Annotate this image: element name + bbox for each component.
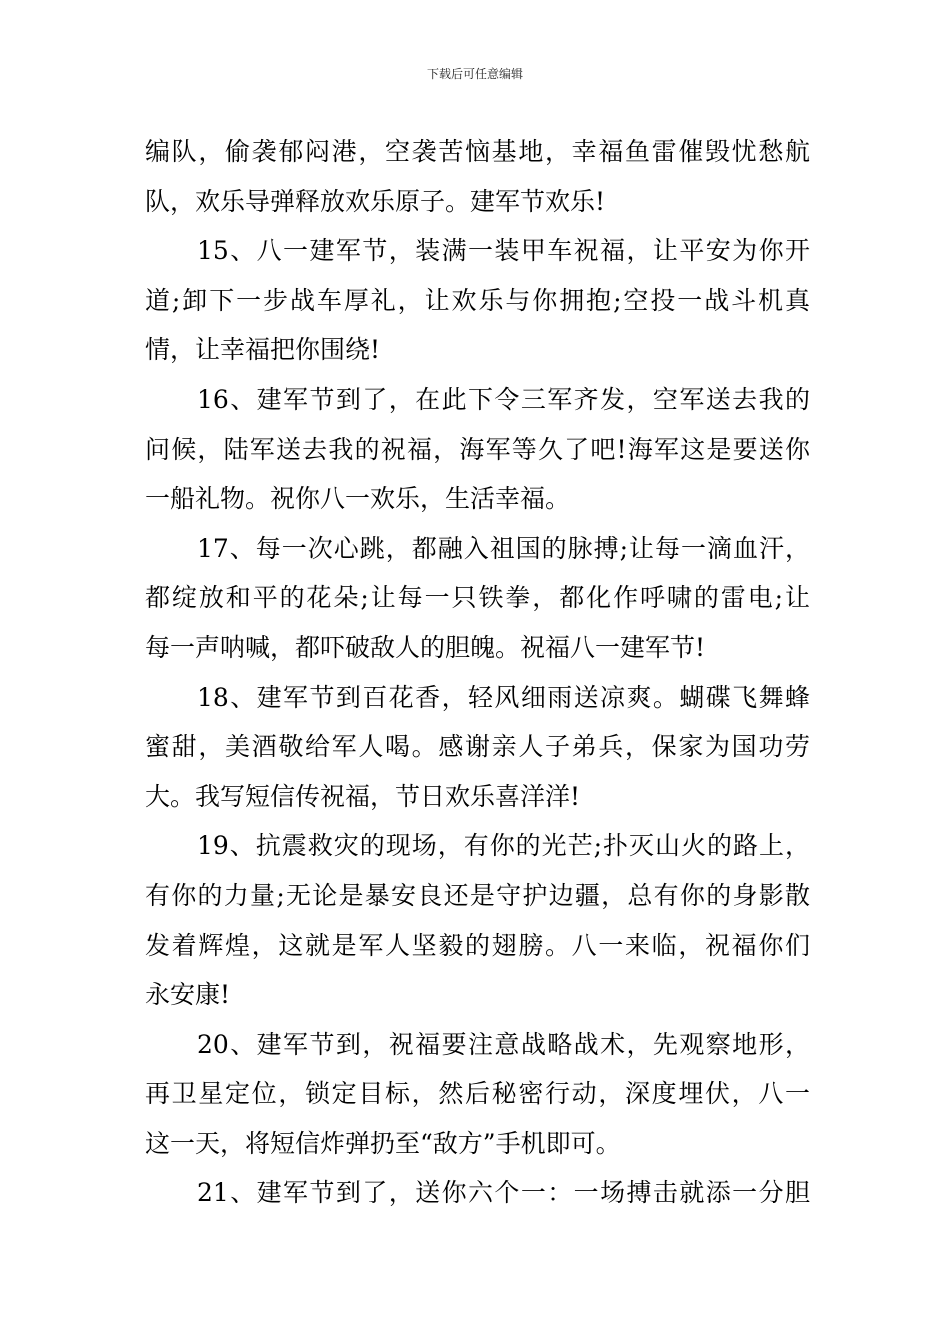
text-line: 16、建军节到了，在此下令三军齐发，空军送去我的 — [197, 384, 810, 414]
document-body — [145, 127, 810, 1218]
text-line: 再卫星定位，锁定目标，然后秘密行动，深度埋伏，八一 — [145, 1079, 810, 1109]
paragraph-15 — [145, 226, 810, 375]
text-line: 永安康! — [145, 980, 231, 1010]
text-line: 编队，偷袭郁闷港，空袭苦恼基地，幸福鱼雷催毁忧愁航 — [145, 137, 810, 166]
paragraph-19 — [145, 821, 810, 1019]
text-line: 大。我写短信传祝福，节日欢乐喜洋洋! — [145, 781, 581, 811]
text-line: 都绽放和平的花朵;让每一只铁拳，都化作呼啸的雷电;让 — [145, 583, 810, 613]
text-line: 问候，陆军送去我的祝福，海军等久了吧!海军这是要送你 — [145, 434, 810, 464]
text-line: 20、建军节到，祝福要注意战略战术，先观察地形， — [197, 1029, 810, 1059]
text-line: 有你的力量;无论是暴安良还是守护边疆，总有你的身影散 — [145, 880, 810, 910]
text-line: 一船礼物。祝你八一欢乐，生活幸福。 — [145, 484, 571, 514]
text-line: 这一天，将短信炸弹扔至“敌方”手机即可。 — [145, 1128, 621, 1158]
paragraph-21 — [145, 1168, 810, 1218]
page-header: 下载后可任意编辑 — [426, 67, 523, 81]
text-line: 15、八一建军节，装满一装甲车祝福，让平安为你开 — [197, 236, 810, 266]
text-line: 道;卸下一步战车厚礼，让欢乐与你拥抱;空投一战斗机真 — [145, 285, 810, 315]
text-line: 情，让幸福把你围绕! — [145, 335, 381, 365]
text-line: 21、建军节到了，送你六个一：一场搏击就添一分胆 — [197, 1178, 810, 1208]
paragraph-20 — [145, 1020, 810, 1169]
paragraph-17 — [145, 524, 810, 673]
text-line: 蜜甜，美酒敬给军人喝。感谢亲人子弟兵，保家为国功劳 — [145, 732, 810, 762]
text-line: 队，欢乐导弹释放欢乐原子。建军节欢乐! — [145, 186, 606, 216]
text-line: 19、抗震救灾的现场，有你的光芒;扑灭山火的路上， — [197, 831, 810, 861]
paragraph-continued — [145, 127, 810, 226]
text-line: 17、每一次心跳，都融入祖国的脉搏;让每一滴血汗， — [197, 533, 810, 563]
paragraph-18 — [145, 673, 810, 822]
paragraph-16 — [145, 375, 810, 524]
text-line: 18、建军节到百花香，轻风细雨送凉爽。蝴碟飞舞蜂 — [197, 682, 810, 712]
text-line: 发着辉煌，这就是军人坚毅的翅膀。八一来临，祝福你们 — [145, 930, 810, 960]
text-line: 每一声呐喊，都吓破敌人的胆魄。祝福八一建军节! — [145, 632, 706, 662]
